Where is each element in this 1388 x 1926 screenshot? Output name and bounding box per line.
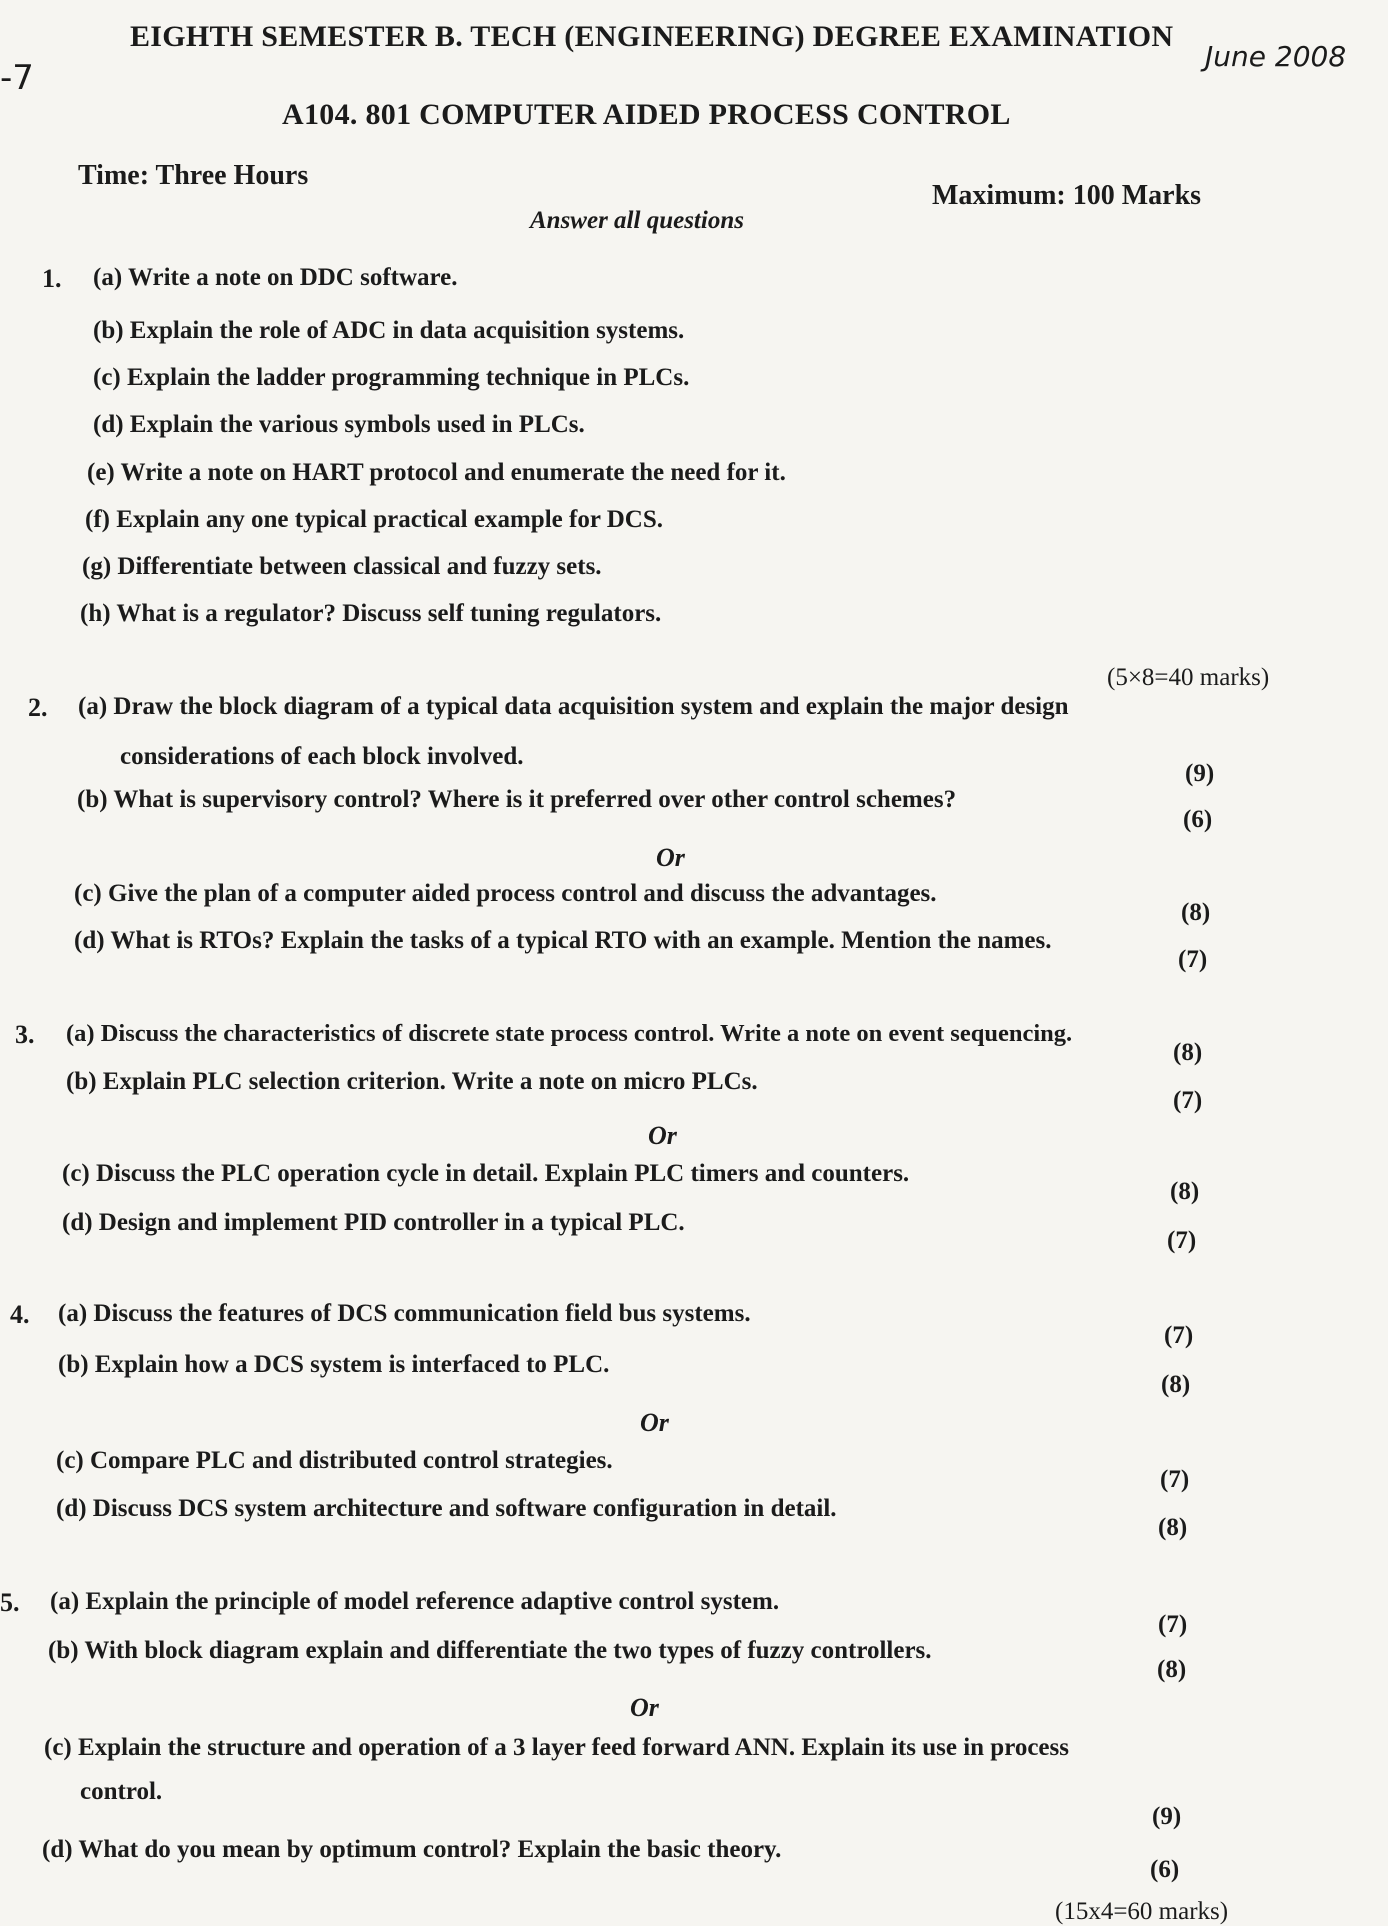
q1-part-h: (h) What is a regulator? Discuss self tuning regulators. bbox=[80, 600, 662, 627]
question-number-1: 1. bbox=[42, 264, 62, 293]
q2-b-marks: (6) bbox=[1183, 806, 1213, 833]
question-number-3: 3. bbox=[15, 1020, 35, 1049]
q4-part-c: (c) Compare PLC and distributed control strategies. bbox=[56, 1447, 613, 1474]
q5-or: Or bbox=[630, 1693, 659, 1722]
q4-b-marks: (8) bbox=[1161, 1371, 1191, 1398]
q2-part-c: (c) Give the plan of a computer aided process control and discuss the advantages. bbox=[74, 880, 937, 907]
q5-c-marks: (9) bbox=[1152, 1803, 1182, 1830]
question-number-5: 5. bbox=[0, 1588, 20, 1617]
q2-part-d: (d) What is RTOs? Explain the tasks of a typical RTO with an example. Mention the names. bbox=[74, 927, 1052, 954]
q3-part-d: (d) Design and implement PID controller in a typical PLC. bbox=[62, 1209, 685, 1236]
q4-a-marks: (7) bbox=[1164, 1322, 1194, 1349]
handwritten-date: June 2008 bbox=[1205, 40, 1347, 73]
q4-or: Or bbox=[640, 1408, 669, 1437]
q5-total-marks: (15x4=60 marks) bbox=[1055, 1898, 1229, 1925]
q3-b-marks: (7) bbox=[1173, 1087, 1203, 1114]
q5-part-d: (d) What do you mean by optimum control? Explain the basic theory. bbox=[42, 1836, 782, 1863]
time-allowed: Time: Three Hours bbox=[78, 160, 309, 191]
question-number-4: 4. bbox=[10, 1300, 30, 1329]
q3-or: Or bbox=[648, 1121, 677, 1150]
q4-part-d: (d) Discuss DCS system architecture and software configuration in detail. bbox=[56, 1495, 837, 1522]
q2-part-a-line1: (a) Draw the block diagram of a typical data acquisition system and explain the major design bbox=[78, 693, 1069, 720]
q3-part-a: (a) Discuss the characteristics of discrete state process control. Write a note on event sequencing. bbox=[66, 1020, 1073, 1047]
q3-d-marks: (7) bbox=[1167, 1227, 1197, 1254]
q2-a-marks: (9) bbox=[1185, 760, 1215, 787]
instruction: Answer all questions bbox=[530, 207, 744, 234]
q4-c-marks: (7) bbox=[1160, 1466, 1190, 1493]
q4-part-b: (b) Explain how a DCS system is interfaced to PLC. bbox=[58, 1351, 610, 1378]
q2-part-b: (b) What is supervisory control? Where is it preferred over other control schemes? bbox=[77, 786, 957, 813]
q4-part-a: (a) Discuss the features of DCS communication field bus systems. bbox=[58, 1300, 751, 1327]
q4-d-marks: (8) bbox=[1158, 1514, 1188, 1541]
q5-part-b: (b) With block diagram explain and differentiate the two types of fuzzy controllers. bbox=[48, 1637, 932, 1664]
q1-total-marks: (5×8=40 marks) bbox=[1107, 664, 1270, 691]
course-title: A104. 801 COMPUTER AIDED PROCESS CONTROL bbox=[282, 98, 1011, 131]
q1-part-d: (d) Explain the various symbols used in PLCs. bbox=[93, 411, 585, 438]
q2-or: Or bbox=[656, 843, 685, 872]
exam-title: EIGHTH SEMESTER B. TECH (ENGINEERING) DEGREE EXAMINATION bbox=[130, 20, 1174, 53]
q3-part-b: (b) Explain PLC selection criterion. Write a note on micro PLCs. bbox=[66, 1068, 758, 1095]
q1-part-e: (e) Write a note on HART protocol and enumerate the need for it. bbox=[87, 459, 786, 486]
q1-part-g: (g) Differentiate between classical and fuzzy sets. bbox=[82, 553, 602, 580]
margin-mark: -7 bbox=[0, 58, 34, 98]
q5-part-c-line2: control. bbox=[80, 1778, 163, 1805]
q2-part-a-line2: considerations of each block involved. bbox=[120, 743, 524, 770]
q5-a-marks: (7) bbox=[1158, 1611, 1188, 1638]
q5-d-marks: (6) bbox=[1150, 1856, 1180, 1883]
q5-b-marks: (8) bbox=[1157, 1656, 1187, 1683]
q1-part-a: (a) Write a note on DDC software. bbox=[93, 264, 458, 291]
q5-part-c-line1: (c) Explain the structure and operation of a 3 layer feed forward ANN. Explain its use in process bbox=[44, 1734, 1069, 1761]
q1-part-f: (f) Explain any one typical practical example for DCS. bbox=[85, 506, 663, 533]
q3-a-marks: (8) bbox=[1173, 1039, 1203, 1066]
q5-part-a: (a) Explain the principle of model reference adaptive control system. bbox=[50, 1588, 780, 1615]
q3-part-c: (c) Discuss the PLC operation cycle in detail. Explain PLC timers and counters. bbox=[62, 1160, 910, 1187]
q1-part-c: (c) Explain the ladder programming technique in PLCs. bbox=[93, 364, 690, 391]
maximum-marks: Maximum: 100 Marks bbox=[932, 180, 1202, 211]
q2-c-marks: (8) bbox=[1181, 899, 1211, 926]
q1-part-b: (b) Explain the role of ADC in data acquisition systems. bbox=[93, 317, 685, 344]
question-number-2: 2. bbox=[28, 693, 48, 722]
q3-c-marks: (8) bbox=[1170, 1178, 1200, 1205]
q2-d-marks: (7) bbox=[1178, 946, 1208, 973]
